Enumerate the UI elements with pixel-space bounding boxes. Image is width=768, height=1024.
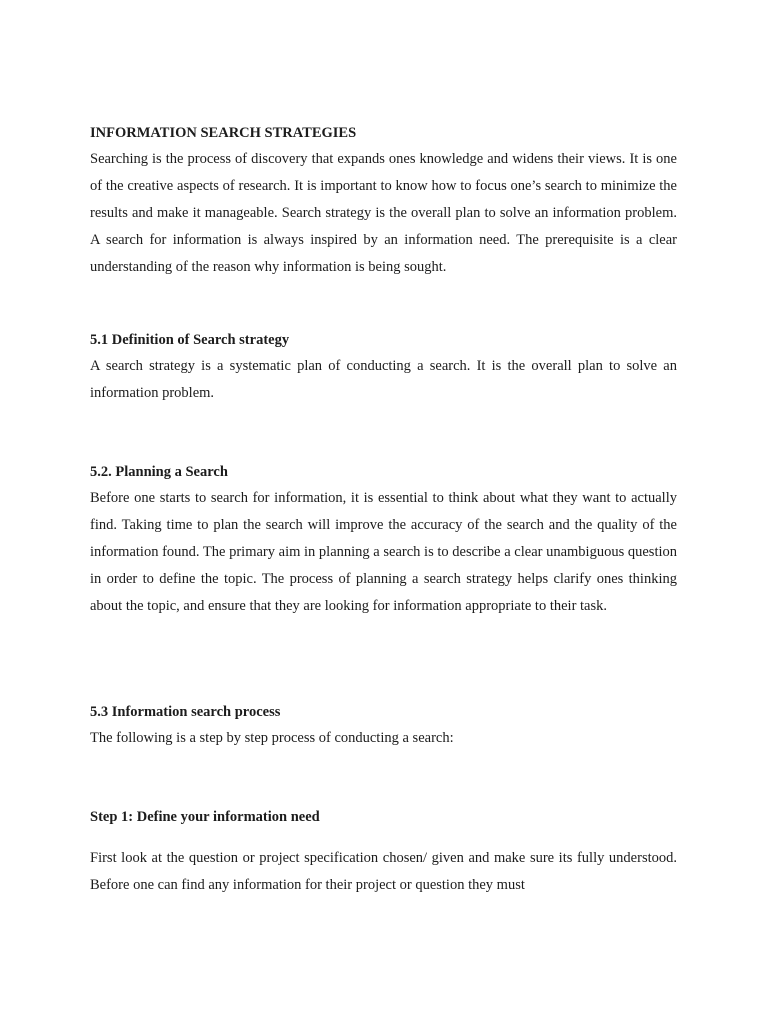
- step-1-heading: Step 1: Define your information need: [90, 809, 320, 825]
- section-5-2-heading: 5.2. Planning a Search: [90, 464, 228, 480]
- document-title: INFORMATION SEARCH STRATEGIES: [90, 125, 357, 141]
- intro-paragraph: Searching is the process of discovery that expands ones knowledge and widens their views. It is one of the creative aspects of research. It is important to know how to focus one’s search to minimize the results and make it manageable. Search strategy is the overall plan to solve an information problem. A search for information is always inspired by an information need. The prerequisite is a clear understanding of the reason why information is being sought.: [90, 151, 677, 275]
- section-5-3-heading: 5.3 Information search process: [90, 704, 281, 720]
- section-5-2-body: Before one starts to search for information, it is essential to think about what they want to actually find. Taking time to plan the search will improve the accuracy of the search and the quality of the information found. The primary aim in planning a search is to describe a clear unambiguous question in order to define the topic. The process of planning a search strategy helps clarify ones thinking about the topic, and ensure that they are looking for information appropriate to their task.: [90, 490, 677, 614]
- step-1-body: First look at the question or project specification chosen/ given and make sure its fully understood. Before one can find any information for their project or question they must: [90, 850, 677, 893]
- section-5-1-body: A search strategy is a systematic plan of conducting a search. It is the overall plan to solve an information problem.: [90, 358, 677, 401]
- section-5-3-body: The following is a step by step process of conducting a search:: [90, 730, 454, 746]
- section-5-1-heading: 5.1 Definition of Search strategy: [90, 332, 290, 348]
